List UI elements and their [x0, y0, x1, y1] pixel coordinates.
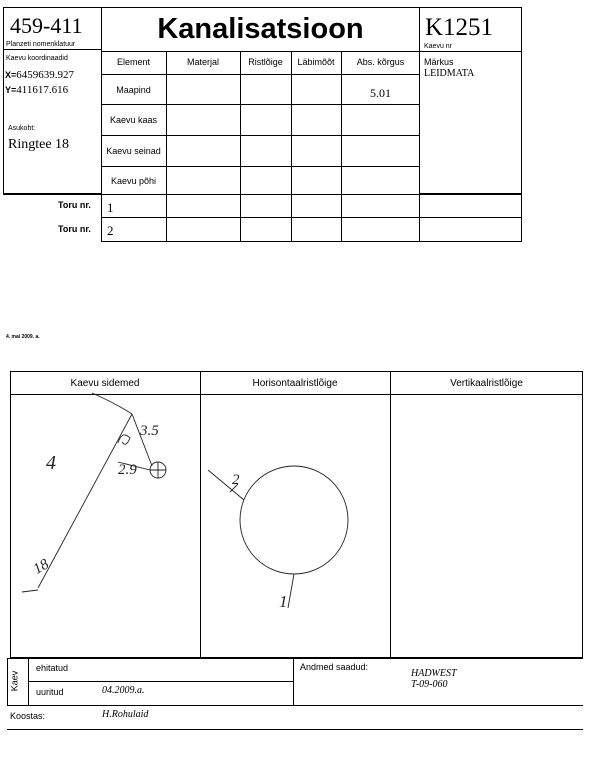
header-well-links: Kaevu sidemed [70, 377, 140, 389]
remark-value: LEIDMATA [424, 68, 475, 79]
row-ground-abs: 5.01 [370, 85, 391, 100]
author-value: H.Rohulaid [102, 709, 149, 720]
data-source-value-1: HADWEST [411, 668, 457, 679]
footer-row-line [7, 705, 583, 706]
footer-row-line [28, 681, 293, 682]
sheet-number: 459-411 [10, 13, 83, 38]
hand-label-18: 18 [30, 556, 52, 578]
surveyed-label: uuritud [36, 687, 64, 697]
remark-label: Märkus [424, 57, 454, 67]
pipe-line-1 [288, 574, 294, 608]
data-source-value-2: T-09-060 [411, 679, 448, 690]
row-lid: Kaevu kaas [109, 115, 158, 125]
col-material: Materjal [186, 57, 219, 67]
hand-label-3-5: 3.5 [140, 423, 159, 439]
side-label-well: Kaev [9, 670, 20, 692]
col-diameter: Läbimõõt [297, 57, 335, 67]
hand-label-2: 2 [232, 472, 240, 488]
well-label: Kaevu nr [424, 43, 453, 50]
x-value: 6459639.927 [16, 69, 75, 81]
surveyed-value: 04.2009.a. [102, 685, 145, 696]
hand-label-1: 1 [279, 592, 288, 611]
y-value: 411617.616 [16, 84, 69, 96]
row-bottom: Kaevu põhi [110, 175, 157, 186]
header-horizontal-section: Horisontaalristlõige [252, 377, 338, 389]
col-abs-height: Abs. kõrgus [356, 57, 405, 67]
link-line-short [132, 414, 152, 466]
manhole-circle [240, 466, 348, 574]
link-line-bottom [22, 590, 38, 592]
row-ground: Maapind [116, 84, 151, 95]
pipe-label-1: Toru nr. [58, 200, 91, 210]
page-title: Kanalisatsioon [157, 12, 364, 45]
footer-col-line [293, 658, 294, 705]
link-line-top [92, 393, 132, 414]
footer-row-line [7, 729, 583, 730]
data-source-label: Andmed saadud: [300, 662, 369, 672]
pipe-label-2: Toru nr. [58, 224, 91, 234]
hand-label-4: 4 [46, 452, 56, 474]
col-element: Element [116, 57, 151, 67]
col-cross-section: Ristlõige [248, 57, 283, 67]
location-value: Ringtee 18 [8, 137, 70, 152]
y-label: Y= [5, 85, 17, 95]
pipe-value-2: 2 [107, 223, 114, 238]
x-label: X= [5, 70, 17, 80]
author-label: Koostas: [10, 711, 46, 721]
hand-label-2-9: 2.9 [118, 462, 137, 478]
location-label: Asukoht: [8, 125, 36, 132]
date-line: 4. mai 2009. a. [6, 334, 40, 340]
sheet-label: Planzeti nomenklatuur [6, 41, 76, 48]
row-walls: Kaevu seinad [106, 146, 161, 156]
header-vertical-section: Vertikaalristlõige [450, 377, 523, 389]
pipe-value-1: 1 [107, 200, 114, 215]
link-line-main [38, 414, 132, 588]
coords-label: Kaevu koordinaadid [6, 55, 68, 62]
well-number: K1251 [425, 14, 494, 41]
built-label: ehitatud [36, 663, 69, 673]
